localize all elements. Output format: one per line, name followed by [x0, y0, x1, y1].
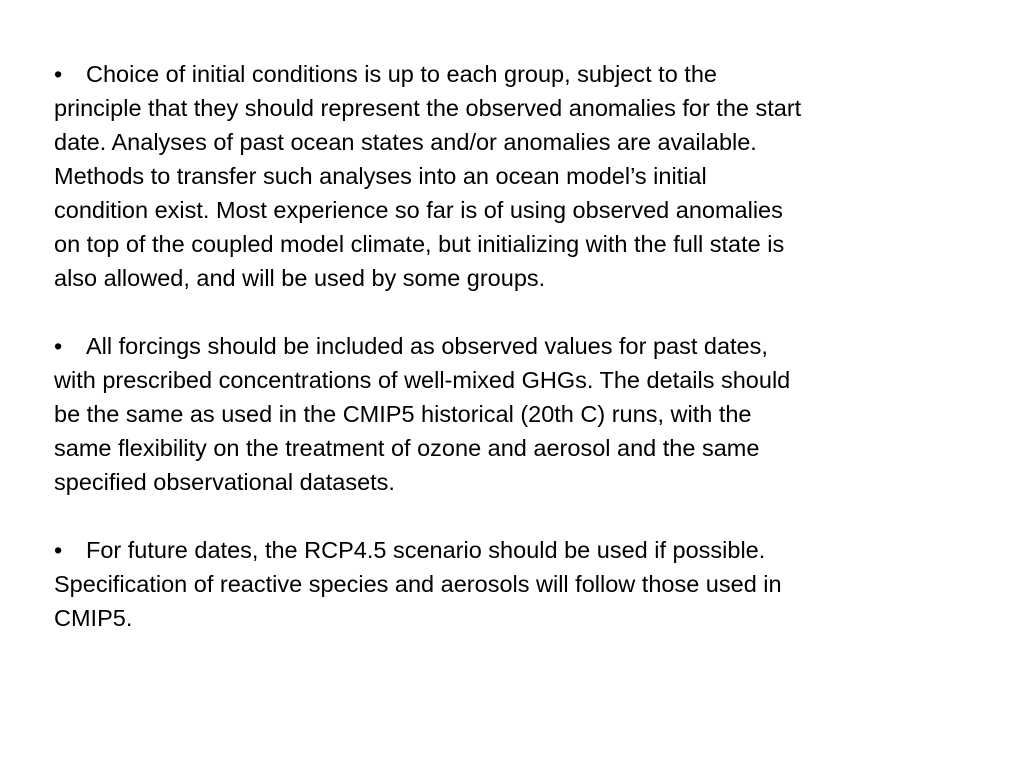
paragraph-line-text: All forcings should be included as observed values for past dates, [86, 333, 768, 359]
paragraph-line: principle that they should represent the observed anomalies for the start [54, 95, 802, 121]
paragraph-line-text: Choice of initial conditions is up to each group, subject to the [86, 61, 717, 87]
paragraph-line: Methods to transfer such analyses into an ocean model’s initial [54, 163, 707, 189]
paragraph-line-text: For future dates, the RCP4.5 scenario should be used if possible. [86, 537, 766, 563]
bullet-marker: • [54, 333, 63, 359]
paragraph-line: condition exist. Most experience so far is of using observed anomalies [54, 197, 783, 223]
paragraph-line: date. Analyses of past ocean states and/or anomalies are available. [54, 129, 757, 155]
bullet-marker: • [54, 537, 63, 563]
bullet-marker: • [54, 61, 63, 87]
paragraph-line [54, 329, 974, 363]
paragraph-line: on top of the coupled model climate, but initializing with the full state is [54, 231, 785, 257]
paragraph-line [54, 533, 974, 567]
paragraph-line: be the same as used in the CMIP5 historical (20th C) runs, with the [54, 401, 752, 427]
paragraph-line: Specification of reactive species and aerosols will follow those used in [54, 571, 782, 597]
paragraph-line: CMIP5. [54, 605, 133, 631]
paragraph-line: also allowed, and will be used by some groups. [54, 265, 546, 291]
bullet-paragraph-initial-conditions [54, 57, 974, 295]
paragraph-line: with prescribed concentrations of well-mixed GHGs. The details should [54, 367, 791, 393]
bullet-paragraph-future-dates [54, 533, 974, 635]
paragraph-line [54, 57, 974, 91]
slide-body-text [54, 57, 974, 669]
bullet-paragraph-forcings [54, 329, 974, 499]
paragraph-line: same flexibility on the treatment of ozone and aerosol and the same [54, 435, 760, 461]
paragraph-line: specified observational datasets. [54, 469, 395, 495]
